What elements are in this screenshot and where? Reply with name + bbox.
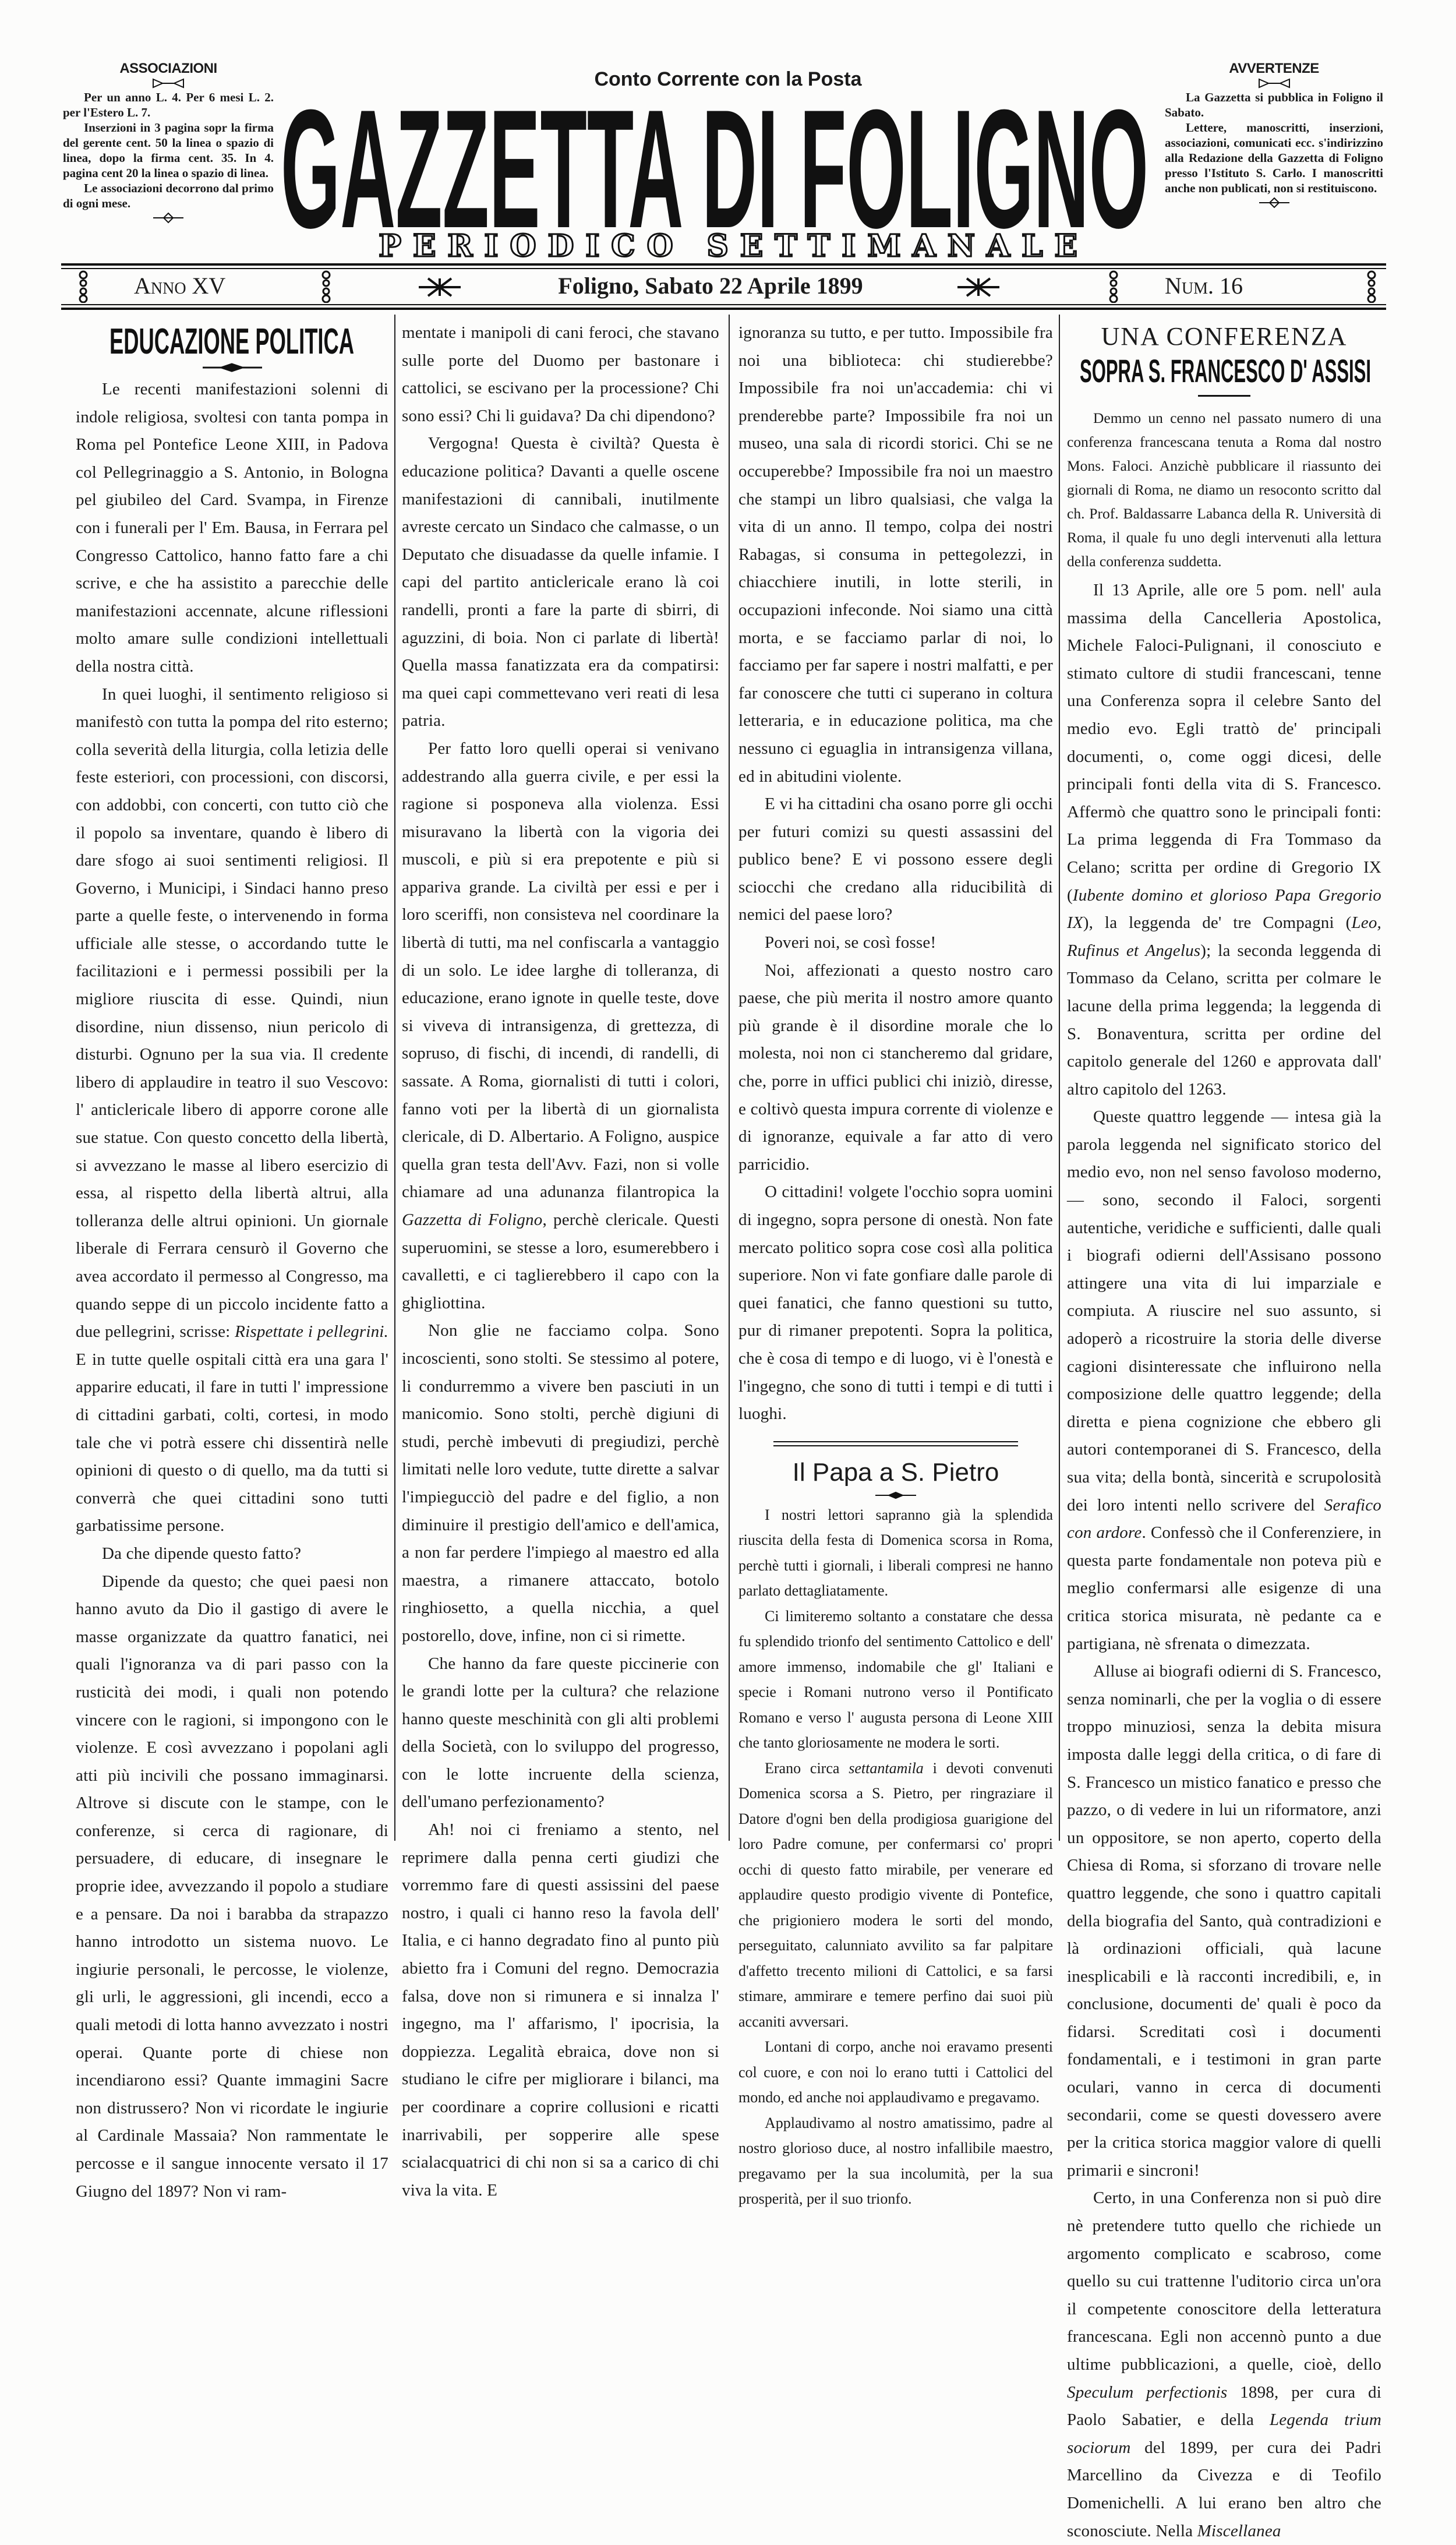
- paragraph: [738, 1178, 1053, 1428]
- masthead-subtitle-text: PERIODICO SETTIMANALE: [379, 231, 1077, 261]
- associazioni-box: [63, 61, 274, 225]
- italic-text-run: Rispettate i pellegrini.: [235, 1322, 389, 1342]
- italic-text-run: settantamila: [849, 1759, 924, 1777]
- article-title-papa: Il Papa a S. Pietro: [792, 1457, 999, 1487]
- text-run: del 1899, per cura dei Padri Marcellino da Civezza e di Teofilo Domenichelli. A lui erano ben altro che sconosciute. Nella: [1067, 2438, 1381, 2540]
- paragraph: [738, 1756, 1053, 2035]
- paragraph: [1067, 577, 1381, 1103]
- text-run: ); la seconda leggenda di Tommaso da Celano, scritta per colmare le lacune della prima leggenda; la leggenda di S. Bonaventura, scritta per ordine del capitolo generale del 1260 e approvata dall' altro capitolo del 1263.: [1067, 941, 1381, 1099]
- text-run: Lontani di corpo, anche noi eravamo presenti col cuore, e con noi lo erano tutti i Cattolici del mondo, ed anche noi applaudivamo e pregavamo.: [738, 2038, 1053, 2106]
- paragraph: [402, 1650, 719, 1817]
- paragraph: [738, 1604, 1053, 1756]
- paragraph: [738, 929, 1053, 957]
- text-run: . Confessò che il Conferenziere, in questa parte fondamentale non poteva più e meglio confermarsi alle esigenze di una critica storica misurata, nè pedante ca e partigiana, nè sfrenata o dimezzata.: [1067, 1523, 1381, 1653]
- associazioni-inserzioni: Inserzioni in 3 pagina sopr la firma del gerente cent. 50 la linea o spazio di linea, dopo la firma cent. 35. In 4. pagina cent 20 la linea o spazio di linea.: [63, 121, 274, 180]
- column-4: [1067, 319, 1381, 2545]
- associazioni-decorrenza: Le associazioni decorrono dal primo di ogni mese.: [63, 181, 274, 210]
- text-run: ), la leggenda de' tre Compagni (: [1083, 913, 1352, 933]
- italic-text-run: Miscellanea: [1197, 2521, 1281, 2540]
- avvertenze-indirizzo: Lettere, manoscritti, inserzioni, associazioni, comunicati ecc. s'indirizzino alla Redazione della Gazzetta di Foligno presso l'Istituto S. Carlo. I manoscritti anche non publicati, non si restituiscono.: [1165, 121, 1383, 195]
- anno: Anno XV: [134, 273, 226, 299]
- paragraph: [402, 319, 719, 430]
- text-run: In quei luoghi, il sentimento religioso si manifestò con tutta la pompa del rito esterno; colla severità della liturgia, colla letizia delle feste esteriori, con processioni, con discorsi, con addobbi, con concerti, con tutto ciò che il popolo sa inventare, quando è libero di dare sfogo ai suoi sentimenti religiosi. Il Governo, i Municipi, i Sindaci hanno preso parte a quelle feste, o intervenendo in forma ufficiale alle stesse, o accordando tutte le facilitazioni e i permessi possibili per la migliore riuscita di esse. Quindi, niun disordine, niun dissenso, niun pericolo di disturbi. Ognuno per la sua via. Il credente libero di applaudire in teatro il suo Vescovo: l' anticlericale libero di apporre corone alle sue statue. Con questo concetto della libertà, si avvezzano le masse al libero esercizio di essa, al rispetto della libertà altrui, alla tolleranza delle altrui opinioni. Un giornale liberale di Ferrara censurò il Governo che avea accordato il permesso al Congresso, ma quando seppe di un piccolo incidente fatto a due pellegrini, scrisse:: [76, 684, 388, 1342]
- column-rule: [729, 315, 730, 1841]
- paragraph: [738, 2034, 1053, 2110]
- avvertenze-box: [1165, 61, 1383, 210]
- scroll-ornament-icon: [1105, 270, 1122, 303]
- masthead-subtitle: [379, 231, 1083, 261]
- text-run: O cittadini! volgete l'occhio sopra uomini di ingegno, sopra persone di onestà. Non fate mercato politico sopra cose così alla politica superiore. Non vi fate gonfiare dalle parole di quei fanatici, che fanno questioni su tutto, pur di rimaner prepotenti. Sopra la politica, che è cosa di tempo e di luogo, vi è l'onestà e l'ingegno, che sono di tutti i tempi e di tutti i luoghi.: [738, 1183, 1053, 1424]
- conto-corrente: Conto Corrente con la Posta: [594, 68, 862, 90]
- article-body-papa: [738, 1502, 1053, 2212]
- paragraph: [738, 790, 1053, 929]
- divider-ornament-icon: [738, 1488, 1053, 1502]
- text-run: E in tutte quelle ospitali città era una gara l' apparire educati, il fare in tutti l' impressione di cittadini garbati, colti, cortesi, in modo tale che vi potrà essere chi dissentirà nelle opinioni di questo o di quello, ma da tutti si converrà che quei cittadini sono tutti garbatissime persone.: [76, 1350, 388, 1536]
- italic-text-run: Legenda trium sociorum: [1067, 2410, 1381, 2457]
- paragraph: [1067, 406, 1381, 573]
- article-title-educazione: [76, 317, 388, 359]
- paragraph: [76, 681, 388, 1540]
- scroll-ornament-icon: [317, 270, 335, 303]
- italic-text-run: Leo, Rufinus et Angelus: [1067, 913, 1381, 960]
- paragraph: [402, 735, 719, 1317]
- section-rule: [773, 1445, 1018, 1446]
- paragraph: [76, 1568, 388, 2206]
- text-run: Ci limiteremo soltanto a constatare che dessa fu splendido trionfo del sentimento Cattolico e dell' amore immenso, indomabile che gl' Italiani e specie i Romani nutrono verso il Pontificato Romano e verso l' augusta persona di Leone XIII che tanto gloriosamente ne modera le sorti.: [738, 1607, 1053, 1752]
- paragraph: [76, 376, 388, 681]
- article-body-conferenza: [1067, 577, 1381, 2545]
- text-run: , perchè clericale. Questi superuomini, se stesse a loro, esumerebbero i cavalletti, e ci taglierebbero il capo con la ghigliottina.: [402, 1210, 720, 1312]
- paragraph: [1067, 1103, 1381, 1658]
- text-run: Erano circa: [765, 1759, 849, 1777]
- article-body-continued: [738, 319, 1053, 1428]
- avvertenze-pubblicazione: La Gazzetta si pubblica in Foligno il Sabato.: [1165, 90, 1383, 119]
- issue-number: Num. 16: [1165, 273, 1243, 299]
- text-run: Ah! noi ci freniamo a stento, nel reprimere dalla penna certi giudizi che vorremmo fare di questi assissini del paese nostro, i quali ci hanno reso la favola dell' Italia, e ci hanno degradato fino al punto più abietto fra i Comuni del regno. Democrazia falsa, dove non si rimunera e si innalza l' ingegno, ma l' affarismo, l' ipocrisia, la doppiezza. Legalità ebraica, dove non si studiano le cifre per migliorare i bilanci, ma per coordinare a coprire collusioni e ricatti inarrivabili, per sopperire alle spese scialacquatrici di chi non si sa a carico di chi viva la vita. E: [402, 1820, 719, 2200]
- paragraph: [1067, 2184, 1381, 2545]
- text-run: I nostri lettori sapranno già la splendida riuscita della festa di Domenica scorsa in Roma, perchè tutti i giornali, i liberali compresi ne hanno parlato dettagliatamente.: [738, 1506, 1053, 1600]
- ornament-icon: [1258, 197, 1291, 209]
- text-run: Applaudivamo al nostro amatissimo, padre al nostro glorioso duce, al nostro infallibile maestro, pregavamo per la sua incolumità, per la sua prosperità, per il suo trionfo.: [738, 2114, 1053, 2208]
- text-run: Vergogna! Questa è civiltà? Questa è educazione politica? Davanti a quelle oscene manifestazioni di cannibali, inutilmente avreste cercato un Sindaco che calmasse, o un Deputato che disuadasse da quelle infamie. I capi del partito anticlericale erano là coi randelli, pronti a fare la parte di sbirri, di aguzzini, di boia. Non ci parlate di libertà! Quella massa fanatizzata era da compatirsi: ma quei capi commettevano veri reati di lesa patria.: [402, 434, 719, 730]
- header-rule: [61, 268, 1386, 269]
- paragraph: [738, 957, 1053, 1179]
- text-run: Il 13 Aprile, alle ore 5 pom. nell' aula massima della Cancelleria Apostolica, Michele Faloci-Pulignani, il conosciuto e stimato cultore di studii francescani, tenne una Conferenza sopra il celebre Santo del medio evo. Egli trattò de' principali documenti, o, come oggi dicesi, delle principali fonti della vita di S. Francesco. Affermò che quattro sono le principali fonti: La prima leggenda di Fra Tommaso da Celano; scritta per ordine di Gregorio IX (: [1067, 581, 1381, 905]
- paragraph: [738, 319, 1053, 790]
- section-rule: [773, 1441, 1018, 1442]
- ornament-icon: [151, 78, 186, 89]
- title-rule: [1198, 395, 1250, 397]
- ornament-icon: [1257, 78, 1292, 89]
- text-run: 1898, per cura di Paolo Sabatier, e della: [1067, 2382, 1381, 2430]
- paragraph: [402, 430, 719, 735]
- divider-ornament-icon: [76, 359, 388, 376]
- italic-text-run: Iubente domino et glorioso Papa Gregorio IX: [1067, 885, 1381, 933]
- text-run: Certo, in una Conferenza non si può dire nè pretendere tutto quello che richiede un argomento complicato e scabroso, come quello su cui trattenne l'uditorio circa un'ora il competente conoscitore della letteratura francescana. Egli non accennò punto a due ultime pubblicazioni, a quelle, cioè, dello: [1067, 2189, 1381, 2374]
- column-1: [76, 317, 388, 2205]
- italic-text-run: Serafico con ardore: [1067, 1495, 1381, 1542]
- issue-date: Foligno, Sabato 22 Aprile 1899: [558, 273, 863, 299]
- scroll-ornament-icon: [1363, 270, 1380, 303]
- article-body: [76, 376, 388, 2205]
- italic-text-run: Speculum perfectionis: [1067, 2382, 1228, 2402]
- column-3: [738, 319, 1053, 2212]
- text-run: mentate i manipoli di cani feroci, che stavano sulle porte del Duomo per bastonare i cattolici, se escivano per la processione? Chi sono essi? Chi li guidava? Da chi dipendono?: [402, 323, 719, 425]
- paragraph: [738, 1502, 1053, 1604]
- fleuron-icon: [955, 275, 1002, 299]
- header-rule: [61, 308, 1386, 310]
- article-title-text: EDUCAZIONE POLITICA: [109, 322, 354, 359]
- paragraph: [402, 1317, 719, 1650]
- column-rule: [394, 315, 395, 1841]
- text-run: Poveri noi, se così fosse!: [765, 933, 936, 952]
- article-title-conferenza-line1: UNA CONFERENZA: [1101, 322, 1348, 351]
- paragraph: [1067, 1658, 1381, 2184]
- text-run: Dipende da questo; che quei paesi non hanno avuto da Dio il gastigo di avere le masse organizzate da quattro fanatici, nei quali l'ignoranza va di pari passo con la rusticità dei modi, i quali non potendo vincere con le ragioni, si impongono con le violenze. E così avvezzano i popolani agli atti più incivili che possano immaginarsi. Altrove si discute con le stampe, con le conferenze, si cerca di ragionare, di persuadere, di educare, di insegnare le proprie idee, avvezzando il popolo a studiare e a pensare. Da noi i barabba da strapazzo hanno introdotto un sistema nuovo. Le ingiurie personali, le percosse, le violenze, gli urli, le aggressioni, gli incendi, ecco a quali metodi di lotta hanno avvezzato i nostri operai. Quante porte di chiese non incendiarono essi? Quante immagini Sacre non distrussero? Non vi ricordate le ingiurie al Cardinale Massaia? Non rammentate le percosse e il sangue innocente versato il 17 Giugno del 1897? Non vi ram-: [76, 1572, 388, 2201]
- text-run: Per fatto loro quelli operai si venivano addestrando alla guerra civile, e per essi la ragione si posponeva alla violenza. Essi misuravano la libertà con la vigoria dei muscoli, e più si era prepotente e più si appariva grande. La civiltà per essi e per i loro sceriffi, non consisteva nel coordinare la libertà di tutti, ma nel confiscarla a vantaggio di un solo. Le idee larghe di tolleranza, di educazione, erano ignote in quelle teste, dove si viveva di intransigenza, di grettezza, di sopruso, di fischi, di incendi, di randelli, di sassate. A Roma, giornalisti di tutti i colori, fanno voti per la libertà di un giornalista clericale, di D. Albertario. A Foligno, auspice quella gran testa dell'Avv. Fazi, non si volle chiamare ad una adunanza filantropica la: [402, 739, 719, 1202]
- text-run: i devoti convenuti Domenica scorsa a S. Pietro, per ringraziare il Datore d'ogni ben della prodigiosa guarigione del loro Padre comune, per confermarsi co' propri occhi di questo fatto mirabile, per venerare ed applaudire questo prodigio vivente di Pontefice, che prigioniero modera le sorti del mondo, perseguitato, calunniato avvilito sa far palpitare d'affetto trecento milioni di Cattolici, e sa farsi stimare, ammirare e temere perfino dai suoi più accaniti avversari.: [738, 1759, 1053, 2030]
- paragraph: [402, 1816, 719, 2204]
- text-run: Non glie ne facciamo colpa. Sono incoscienti, sono stolti. Se stessimo al potere, li condurremmo a vivere ben pasciuti in un manicomio. Sono stolti, perchè digiuni di studi, perchè imbevuti di pregiudizi, perchè limitati nelle loro vedute, tutte dirette a salvar l'impiegucciò del padre e del figlio, a non diminuire il prestigio dell'amico e dell'amica, a non far perdere l'impiego al maestro ed alla maestra, a rimanere attaccato, botolo ringhiosetto, a quella nicchia, a quel postorello, dove, infine, non ci si rimette.: [402, 1321, 719, 1645]
- column-2: [402, 319, 719, 2204]
- text-run: Che hanno da fare queste piccinerie con le grandi lotte per la cultura? che relazione hanno queste meschinità con gli alti problemi della Società, con lo sviluppo del progresso, con le lotte incruente della scienza, dell'umano perfezionamento?: [402, 1654, 719, 1812]
- article-title-conferenza-line2: [1067, 352, 1381, 388]
- text-run: Demmo un cenno nel passato numero di una conferenza francescana tenuta a Roma dal nostro Mons. Faloci. Anzichè pubblicare il riassunto dei giornali di Roma, ne diamo un resoconto scritto dal ch. Prof. Baldassarre Labanca della R. Università di Roma, il quale fu uno degli intervenuti alla lettura della conferenza suddetta.: [1067, 410, 1381, 570]
- italic-text-run: Gazzetta di Foligno: [402, 1210, 543, 1229]
- masthead-title: [281, 93, 1152, 230]
- text-run: Noi, affezionati a questo nostro caro paese, che più merita il nostro amore quanto più grande è il disordine morale che lo molesta, noi non ci stancheremo dal gridare, che, porre in uffici publici chi iniziò, diresse, e coltivò questa impura corrente di violenze e di ignoranze, equivale a far atto di vero parricidio.: [738, 961, 1053, 1174]
- avvertenze-heading: AVVERTENZE: [1229, 61, 1319, 76]
- paragraph: [738, 2110, 1053, 2212]
- text-run: Da che dipende questo fatto?: [102, 1544, 302, 1563]
- fleuron-icon: [416, 275, 463, 299]
- text-run: ignoranza su tutto, e per tutto. Impossibile fra noi una biblioteca: chi studierebbe? Impossibile fra noi un'accademia: chi vi prenderebbe parte? Impossibile fra noi un museo, una sala di ricordi storici. Chi se ne occuperebbe? Impossibile fra noi un maestro che stampi un libro qualsiasi, che valga la vita di un anno. Il tempo, colpa dei nostri Rabagas, si consuma in pettegolezzi, in chiacchiere inutili, in lotte sterili, in occupazioni infeconde. Noi siamo una città morta, e se facciamo parlar di noi, lo facciamo per far sapere i nostri malfatti, e per far conoscere che tutti ci superano in coltura letteraria, e in educazione politica, ma che nessuno ci eguaglia in intransigenza villana, ed in abitudini violente.: [738, 323, 1053, 786]
- associazioni-prices: Per un anno L. 4. Per 6 mesi L. 2. per l'Estero L. 7.: [63, 90, 274, 119]
- ornament-icon: [152, 212, 185, 224]
- article-intro: [1067, 406, 1381, 573]
- text-run: E vi ha cittadini cha osano porre gli occhi per futuri comizi su questi assassini del publico bene? E vi possono essere degli sciocchi che credano alla riducibilità di nemici del paese loro?: [738, 795, 1053, 924]
- column-rule: [1059, 315, 1060, 1841]
- scroll-ornament-icon: [75, 270, 92, 303]
- paragraph: [76, 1540, 388, 1568]
- associazioni-heading: ASSOCIAZIONI: [119, 61, 217, 76]
- masthead-title-text: GAZZETTA DI FOLIGNO: [281, 93, 1148, 230]
- text-run: Alluse ai biografi odierni di S. Francesco, senza nominarli, che per la voglia o di essere troppo minuziosi, senza la debita misura imposta dalle leggi della critica, o di fare di S. Francesco un mistico fanatico e presso che pazzo, o di vedere in lui un riformatore, anzi un oppositore, se non aperto, coperto della Chiesa di Roma, si sforzano di trovare nelle quattro leggende, che sono i quattro capitali della biografia del Santo, quà contradizioni e là ordinazioni officiali, quà lacune inesplicabili e là racconti incredibili, e, in conclusione, documenti de' quali è poco da fidarsi. Screditati così i documenti fondamentali, e i testimoni in gran parte oculari, vanno in cerca di documenti secondarii, come se questi dovessero avere per la critica storica maggior valore di quelli primarii e sincroni!: [1067, 1662, 1381, 2180]
- text-run: Le recenti manifestazioni solenni di indole religiosa, svoltesi con tanta pompa in Roma pel Pontefice Leone XIII, in Padova col Pellegrinaggio a S. Antonio, in Bologna pel giubileo del Card. Svampa, in Firenze con i funerali per l' Em. Bausa, in Ferrara pel Congresso Cattolico, hanno fatto fare a chi scrive, e che ha assistito a parecchie delle manifestazioni accennate, alcune riflessioni molto amare sulle condizioni intellettuali della nostra città.: [76, 380, 388, 676]
- header-rule: [61, 263, 1386, 266]
- article-title-text: SOPRA S. FRANCESCO D' ASSISI: [1080, 352, 1371, 388]
- text-run: Queste quattro leggende — intesa già la parola leggenda nel significato storico del medio evo, non nel senso favoloso moderno, — sono, secondo il Faloci, sorgenti autentiche, veridiche e sufficienti, dalle quali i biografi odierni dell'Assisano possono attingere una vita di lui imparziale e compiuta. A riuscire nel suo assunto, si adoperò a ricostruire la storia delle diverse cagioni disinteressate che influirono nella composizione delle quattro leggende; della diretta e piena cognizione che ebbero gli autori contemporanei di S. Francesco, della sua vita; della bontà, sincerità e scrupolosità dei loro intenti nello scrivere del: [1067, 1107, 1381, 1515]
- header-rule: [61, 304, 1386, 305]
